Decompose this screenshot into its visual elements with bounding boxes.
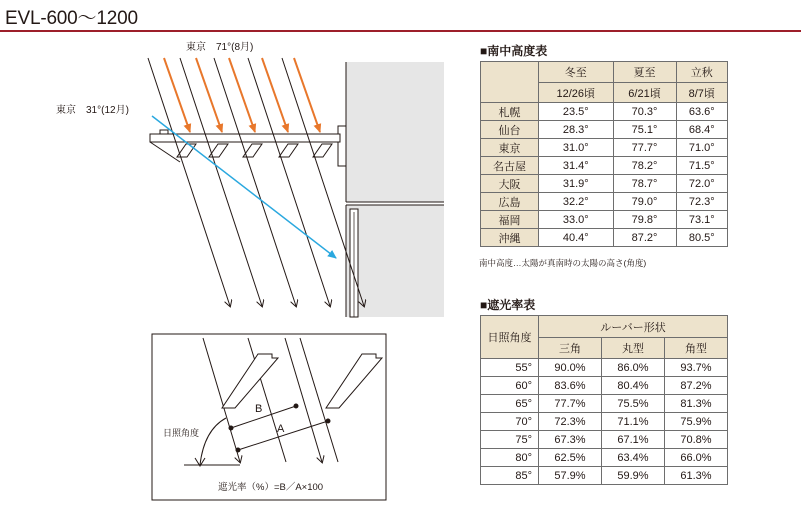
- altitude-row-label: 大阪: [481, 175, 539, 193]
- shading-cell: 59.9%: [602, 467, 665, 485]
- winter-label: 東京 31°(12月): [56, 105, 129, 116]
- shading-group-header: ルーバー形状: [539, 316, 728, 338]
- shading-cell: 87.2%: [665, 377, 728, 395]
- page-title: EVL-600～1200: [5, 8, 138, 29]
- shading-row: [481, 359, 728, 377]
- altitude-cell: 32.2°: [539, 193, 614, 211]
- altitude-row-label: 広島: [481, 193, 539, 211]
- inset-label-b: B: [255, 403, 263, 415]
- inset-label-a: A: [277, 423, 285, 435]
- altitude-row-label: 仙台: [481, 121, 539, 139]
- shading-cell: 86.0%: [602, 359, 665, 377]
- altitude-corner: [481, 62, 539, 103]
- altitude-cell: 78.2°: [613, 157, 676, 175]
- altitude-row: [481, 103, 728, 121]
- shading-cell: 66.0%: [665, 449, 728, 467]
- shading-cell: 63.4%: [602, 449, 665, 467]
- altitude-col-header: 冬至: [539, 62, 614, 83]
- shading-row: [481, 467, 728, 485]
- shading-table-title: ■遮光率表: [480, 298, 536, 312]
- shading-row-label: 70°: [481, 413, 539, 431]
- altitude-row-label: 沖縄: [481, 229, 539, 247]
- altitude-cell: 79.0°: [613, 193, 676, 211]
- altitude-row: [481, 229, 728, 247]
- shading-cell: 71.1%: [602, 413, 665, 431]
- altitude-cell: 23.5°: [539, 103, 614, 121]
- shading-cell: 70.8%: [665, 431, 728, 449]
- shading-row: [481, 413, 728, 431]
- summer-label: 東京 71°(8月): [186, 42, 254, 53]
- shading-col-header: 角型: [665, 338, 728, 359]
- altitude-row-label: 名古屋: [481, 157, 539, 175]
- shading-cell: 67.3%: [539, 431, 602, 449]
- shading-cell: 83.6%: [539, 377, 602, 395]
- shading-cell: 75.5%: [602, 395, 665, 413]
- shading-cell: 75.9%: [665, 413, 728, 431]
- altitude-cell: 72.0°: [676, 175, 727, 193]
- altitude-cell: 31.4°: [539, 157, 614, 175]
- shading-row-label: 80°: [481, 449, 539, 467]
- shading-col-header: 丸型: [602, 338, 665, 359]
- altitude-cell: 75.1°: [613, 121, 676, 139]
- altitude-cell: 71.0°: [676, 139, 727, 157]
- altitude-cell: 63.6°: [676, 103, 727, 121]
- shading-row-label: 85°: [481, 467, 539, 485]
- altitude-row-label: 札幌: [481, 103, 539, 121]
- altitude-cell: 68.4°: [676, 121, 727, 139]
- altitude-row-label: 福岡: [481, 211, 539, 229]
- altitude-cell: 80.5°: [676, 229, 727, 247]
- altitude-cell: 72.3°: [676, 193, 727, 211]
- altitude-table: [480, 61, 728, 247]
- shading-cell: 57.9%: [539, 467, 602, 485]
- altitude-cell: 71.5°: [676, 157, 727, 175]
- altitude-cell: 78.7°: [613, 175, 676, 193]
- altitude-row: [481, 157, 728, 175]
- altitude-cell: 87.2°: [613, 229, 676, 247]
- shading-cell: 80.4%: [602, 377, 665, 395]
- altitude-cell: 79.8°: [613, 211, 676, 229]
- louver-slats: [177, 144, 332, 157]
- inset-angle-label: 日照角度: [163, 428, 200, 438]
- shading-row-header: 日照角度: [481, 316, 539, 359]
- inset-formula: 遮光率（%）=B／A×100: [218, 482, 324, 493]
- altitude-cell: 40.4°: [539, 229, 614, 247]
- altitude-date-header: 8/7頃: [676, 83, 727, 103]
- altitude-cell: 31.0°: [539, 139, 614, 157]
- altitude-cell: 31.9°: [539, 175, 614, 193]
- shading-row-label: 55°: [481, 359, 539, 377]
- altitude-col-header: 夏至: [613, 62, 676, 83]
- altitude-row: [481, 121, 728, 139]
- shading-cell: 72.3%: [539, 413, 602, 431]
- shading-cell: 67.1%: [602, 431, 665, 449]
- building-wall: [346, 62, 444, 317]
- shading-row-label: 75°: [481, 431, 539, 449]
- shading-cell: 77.7%: [539, 395, 602, 413]
- shading-cell: 90.0%: [539, 359, 602, 377]
- shading-row: [481, 395, 728, 413]
- altitude-col-header: 立秋: [676, 62, 727, 83]
- shading-cell: 62.5%: [539, 449, 602, 467]
- altitude-cell: 70.3°: [613, 103, 676, 121]
- shading-row: [481, 377, 728, 395]
- altitude-cell: 73.1°: [676, 211, 727, 229]
- altitude-row: [481, 211, 728, 229]
- shading-cell: 61.3%: [665, 467, 728, 485]
- shading-cell: 93.7%: [665, 359, 728, 377]
- shading-row-label: 60°: [481, 377, 539, 395]
- shading-row-label: 65°: [481, 395, 539, 413]
- shading-table: [480, 315, 728, 485]
- altitude-date-header: 6/21頃: [613, 83, 676, 103]
- summer-rays: [164, 58, 320, 132]
- altitude-cell: 33.0°: [539, 211, 614, 229]
- altitude-row-label: 東京: [481, 139, 539, 157]
- shading-cell: 81.3%: [665, 395, 728, 413]
- altitude-date-header: 12/26頃: [539, 83, 614, 103]
- altitude-table-title: ■南中高度表: [480, 44, 548, 58]
- altitude-cell: 77.7°: [613, 139, 676, 157]
- shading-row: [481, 431, 728, 449]
- altitude-row: [481, 193, 728, 211]
- shading-col-header: 三角: [539, 338, 602, 359]
- sun-rays: [148, 58, 364, 306]
- altitude-row: [481, 139, 728, 157]
- altitude-row: [481, 175, 728, 193]
- shading-row: [481, 449, 728, 467]
- altitude-note: 南中高度…太陽が真南時の太陽の高さ(角度): [479, 258, 647, 268]
- altitude-cell: 28.3°: [539, 121, 614, 139]
